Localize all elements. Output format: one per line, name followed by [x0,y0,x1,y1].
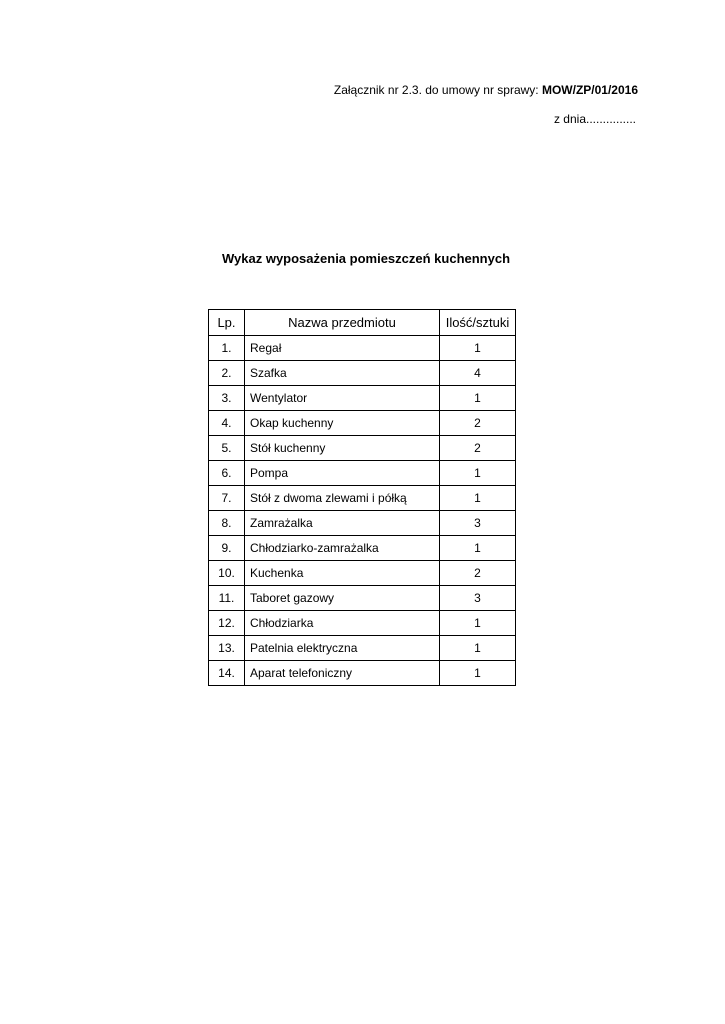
cell-name: Pompa [250,466,289,480]
cell-lp: 1. [209,336,245,361]
cell-qty: 2 [440,561,516,586]
column-header-qty: Ilość/sztuki [440,310,516,336]
equipment-table [208,309,516,686]
cell-qty: 1 [440,461,516,486]
cell-qty: 2 [440,411,516,436]
cell-name: Okap kuchenny [250,416,334,430]
cell-qty: 1 [440,661,516,686]
cell-qty: 1 [440,386,516,411]
column-header-name: Nazwa przedmiotu [245,310,440,336]
case-number: MOW/ZP/01/2016 [541,83,638,97]
cell-qty: 1 [440,336,516,361]
cell-qty: 3 [440,586,516,611]
cell-name-wrapper [245,411,440,436]
cell-qty: 1 [440,486,516,511]
cell-qty: 2 [440,436,516,461]
cell-lp: 5. [209,436,245,461]
table-row [209,486,516,511]
table-row [209,436,516,461]
table-row [209,536,516,561]
cell-name: Chłodziarko-zamrażalka [250,541,379,555]
table-row [209,361,516,386]
cell-name-wrapper [245,661,440,686]
attachment-prefix: Załącznik nr 2.3. do umowy nr sprawy: [333,83,542,97]
cell-name: Stół z dwoma zlewami i półką [250,491,407,505]
table-row [209,461,516,486]
cell-name-wrapper [245,386,440,411]
table-row [209,336,516,361]
cell-lp: 13. [209,636,245,661]
cell-name: Aparat telefoniczny [250,666,353,680]
table-row [209,611,516,636]
cell-lp: 6. [209,461,245,486]
cell-name-wrapper [245,336,440,361]
cell-name: Stół kuchenny [250,441,326,455]
cell-lp: 12. [209,611,245,636]
cell-lp: 14. [209,661,245,686]
cell-name-wrapper [245,461,440,486]
cell-name: Patelnia elektryczna [250,641,358,655]
cell-name: Chłodziarka [250,616,314,630]
cell-name: Szafka [250,366,287,380]
cell-name-wrapper [245,536,440,561]
cell-lp: 3. [209,386,245,411]
cell-lp: 7. [209,486,245,511]
cell-name-wrapper [245,436,440,461]
cell-lp: 11. [209,586,245,611]
cell-lp: 4. [209,411,245,436]
cell-name-wrapper [245,361,440,386]
table-header-row [209,310,516,336]
cell-lp: 9. [209,536,245,561]
cell-name-wrapper [245,636,440,661]
cell-name-wrapper [245,511,440,536]
cell-name-wrapper [245,486,440,511]
table-row [209,636,516,661]
cell-name-wrapper [245,586,440,611]
cell-name: Wentylator [250,391,308,405]
cell-lp: 10. [209,561,245,586]
cell-name-wrapper [245,561,440,586]
cell-name: Regał [250,341,282,355]
table-row [209,411,516,436]
cell-name: Taboret gazowy [250,591,335,605]
cell-qty: 1 [440,536,516,561]
table-row [209,511,516,536]
table-row [209,386,516,411]
cell-lp: 8. [209,511,245,536]
attachment-header [334,83,638,97]
cell-qty: 3 [440,511,516,536]
table-row [209,561,516,586]
cell-lp: 2. [209,361,245,386]
date-line: z dnia............... [553,112,636,126]
column-header-lp: Lp. [209,310,245,336]
cell-name-wrapper [245,611,440,636]
cell-qty: 4 [440,361,516,386]
cell-name: Zamrażalka [250,516,313,530]
table-row [209,661,516,686]
cell-qty: 1 [440,611,516,636]
cell-qty: 1 [440,636,516,661]
table-row [209,586,516,611]
document-title: Wykaz wyposażenia pomieszczeń kuchennych [222,251,511,266]
cell-name: Kuchenka [250,566,304,580]
